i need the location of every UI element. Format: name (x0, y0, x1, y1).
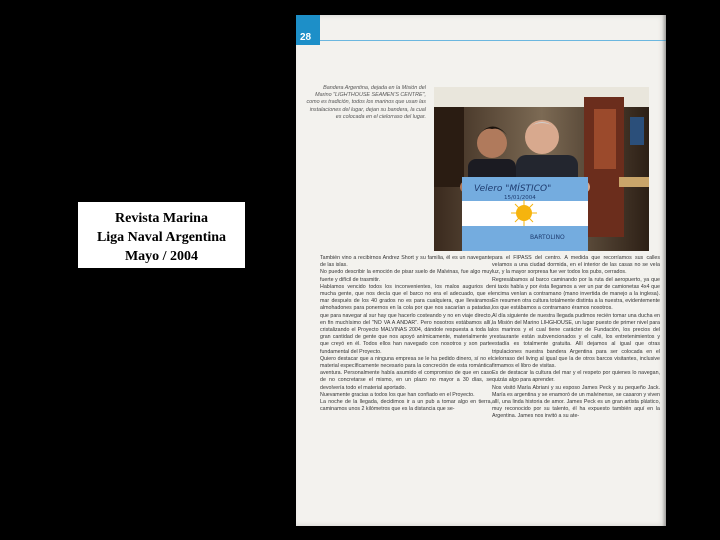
paragraph: La noche de la llegada, decidimos ir a un pub a tomar algo en tierra, caminamos unos 2 kilómetros que es la distancia que se- (320, 399, 492, 413)
page-number: 28 (300, 32, 312, 43)
paragraph: Regresábamos al barco caminando por la ruta del aeropuerto, ya que ni taxis había y por ésta llegamos a ver un par de camionetas 4x4 que encima venían a contramano (mano invertida de manejo a la inglesa). En resumen otra cultura totalmente distinta a la nuestra, evidentemente los que estábamos a contramano éramos nosotros. (492, 276, 660, 312)
paragraph: para el FIPASS del centro. A medida que recorríamos sus calles veíamos a una ciudad dormida, en el interior de las casas no se veía luz, y la mayor sorpresa fue ver todos los pubs, cerrados. (492, 255, 660, 276)
paragraph: También vino a recibirnos Andrez Short y su familia, él es un navegante de las islas. (320, 255, 492, 269)
publisher-name: Liga Naval Argentina (96, 230, 227, 245)
article-right-column (492, 255, 660, 421)
page-edge-shadow (662, 15, 666, 526)
magazine-name: Revista Marina (115, 211, 208, 226)
title-label (78, 202, 245, 268)
paragraph: Nos visitó María Abriani y su esposo James Peck y su pequeño Jack. María es argentina y se enamoró de un malvinense, se casaron y viven allí, una linda historia de amor. James Peck es un gran artista plástico, muy reconocido por su talento, él ha expuesto también aquí en la Argentina. James nos invitó a su ate- (492, 384, 660, 420)
article-left-column (320, 255, 492, 413)
flag-date: 15/01/2004 (504, 195, 536, 201)
header-rule (320, 40, 666, 41)
paragraph: Quiero destacar que a ninguna empresa se le ha pedido dinero, sí no el material específicamente necesario para la concreción de esta romántica aventura. Personalmente había asumido el compromiso de que en caso de no concretarse el mismo, en un plazo no mayor a 30 días, se devolvería todo el material aportado. (320, 355, 492, 391)
magazine-page (296, 15, 666, 526)
paragraph: Al día siguiente de nuestra llegada pudimos recién tomar una ducha en la Misión del Marino LIHGHOUSE, un lugar puesto de primer nivel para los marinos y el cual tiene carácter de Fundación, los precios del restaurante están subvencionados y el café, los entretenimientos y estadía es totalmente gratuita. Allí dejamos al igual que otras tripulaciones nuestra bandera Argentina para ser colocada en el cielorraso del living al igual que la de otros barcos visitantes, inclusive firmamos el libro de visitas. (492, 312, 660, 370)
paragraph: Es de destacar la cultura del mar y el respeto por quienes lo navegan, quizás algo para aprender. (492, 370, 660, 384)
flag-signature: BARTOLINO (530, 234, 565, 241)
paragraph: Habíamos vencido todos los inconvenientes, los malos augurios de mucha gente, que nos decía que el barco no era el adecuado, que el mar después de los 40 grados no es para cualquiera, que lleváramos almohadones para ponernos en la cola por que nos sacarían a patadas, que para navegar al sur hay que hacerlo costeando y no en viaje directo, en fin muchísimo del "NO VA A ANDAR". Pero nosotros estábamos allí, cristalizando el Proyecto MALVINAS 2004, dándole respuesta a toda la gran cantidad de gente que nos apoyó anímicamente, materialmente y que creyó en él. Todos ellos han navegado con nosotros y son parte fundamental del Proyecto. (320, 283, 492, 355)
photo-caption: Bandera Argentina, dejada en la Misión del Marino "LIGHTHOUSE SEAMEN'S CENTRE", como es tradición, todos los marinos que usan las instalaciones del lugar, dejan su bandera, la cual es colocada en el cielorraso del lugar. (306, 85, 426, 120)
photo-flag-presentation (434, 87, 649, 251)
flag-boat-name: Velero "MÍSTICO" (474, 184, 552, 194)
issue-date: Mayo / 2004 (124, 249, 199, 264)
paragraph: Nuevamente gracias a todos los que han confiado en el Proyecto. (320, 391, 475, 398)
paragraph: No puedo describir la emoción de pisar suelo de Malvinas, fue algo muy fuerte y difícil de trasmitir. (320, 269, 492, 283)
